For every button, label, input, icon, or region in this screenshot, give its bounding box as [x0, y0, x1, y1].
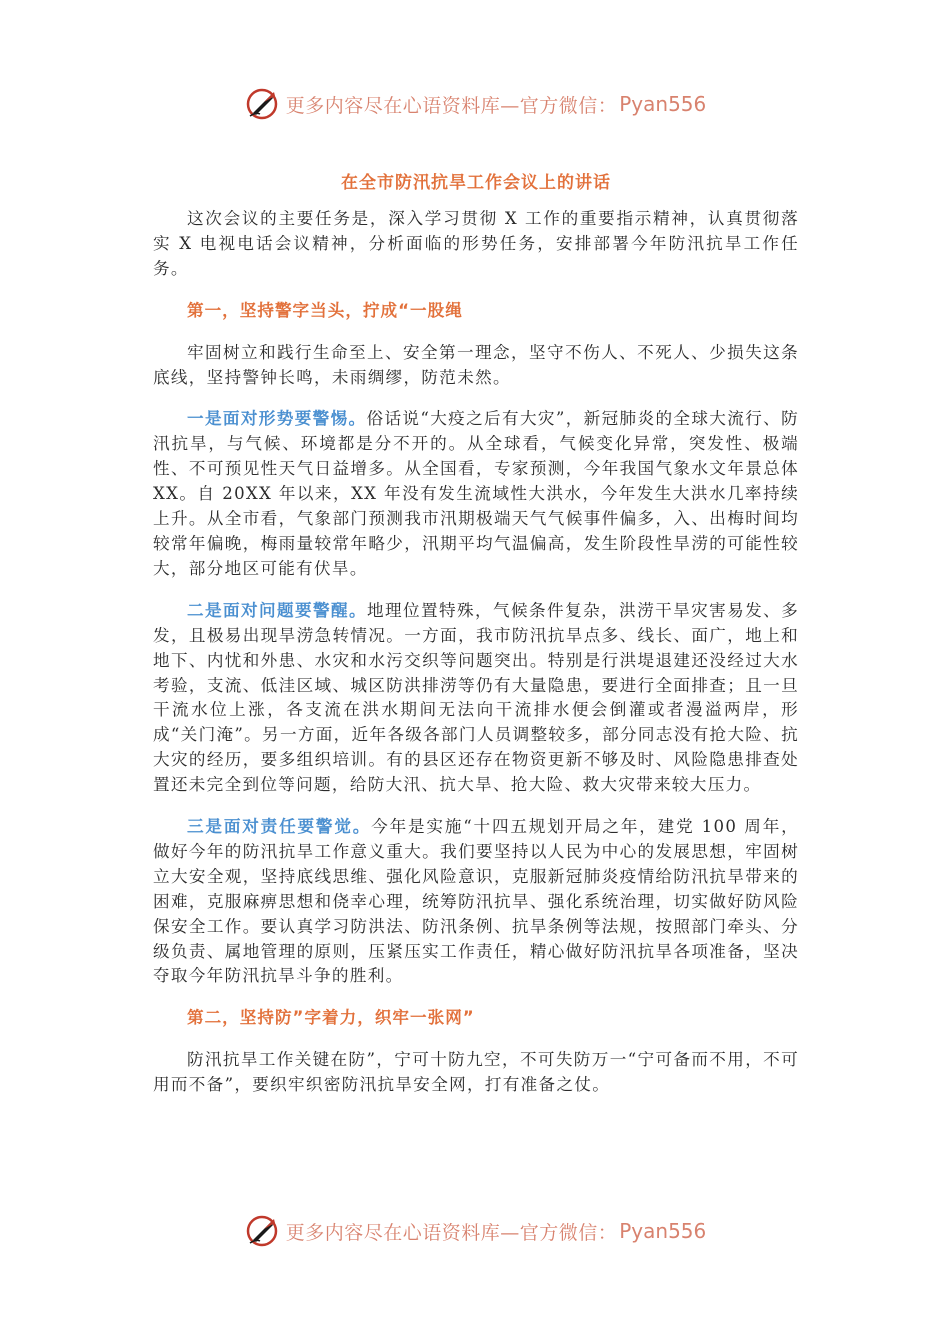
- item-2-text: 地理位置特殊，气候条件复杂，洪涝干旱灾害易发、多发，且极易出现旱涝急转情况。一方面，我市防汛抗旱点多、线长、面广，地上和地下、内忧和外患、水灾和水污交织等问题突出。特别是行洪堤退建还没经过大水考验，支流、低洼区域、城区防洪排涝等仍有大量隐患，要进行全面排查；且一旦干流水位上涨，各支流在洪水期间无法向干流排水便会倒灌或者漫溢两岸，形成“关门淹”。另一方面，近年各级各部门人员调整较多，部分同志没有抢大险、抗大灾的经历，要多组织培训。有的县区还存在物资更新不够及时、风险隐患排查处置还未完全到位等问题，给防大汛、抗大旱、抢大险、救大灾带来较大压力。: [153, 600, 799, 795]
- item-1-lead: 一是面对形势要警惕。: [187, 409, 367, 429]
- header-banner: [0, 84, 950, 124]
- item-3-text: 今年是实施“十四五规划开局之年，建党 100 周年，做好今年的防汛抗旱工作意义重大。我们要坚持以人民为中心的发展思想，牢固树立大安全观，坚持底线思维、强化风险意识，克服新冠肺炎疫情给防汛抗旱带来的困难，克服麻痹思想和侥幸心理，统筹防汛抗旱、强化系统治理，切实做好防风险保安全工作。要认真学习防洪法、防汛条例、抗旱条例等法规，按照部门牵头、分级负责、属地管理的原则，压紧压实工作责任，精心做好防汛抗旱各项准备，坚决夺取今年防汛抗旱斗争的胜利。: [153, 817, 799, 986]
- item-1-paragraph: [153, 407, 799, 581]
- section-2-paragraph: 防汛抗旱工作关键在防”，宁可十防九空，不可失防万一“宁可备而不用，不可用而不备”，要织牢织密防汛抗旱安全网，打有准备之仗。: [153, 1050, 799, 1095]
- document-body: [153, 168, 799, 1115]
- section-heading-1: 第一，坚持警字当头，拧成“一股绳: [187, 300, 463, 320]
- section-1-paragraph: 牢固树立和践行生命至上、安全第一理念，坚守不伤人、不死人、少损失这条底线，坚持警钟长鸣，未雨绸缪，防范未然。: [153, 342, 799, 387]
- quill-pen-icon: [244, 86, 280, 122]
- item-2-paragraph: [153, 599, 799, 798]
- quill-pen-icon: [244, 1213, 280, 1249]
- item-3-lead: 三是面对责任要警觉。: [187, 817, 372, 837]
- section-heading-2: 第二，坚持防”字着力，织牢一张网”: [187, 1008, 475, 1028]
- banner-wechat-id: Pyan556: [619, 92, 707, 116]
- item-2-lead: 二是面对问题要警醒。: [187, 600, 368, 620]
- item-1-text: 俗话说“大疫之后有大灾”，新冠肺炎的全球大流行、防汛抗旱，与气候、环境都是分不开的。从全球看，气候变化异常，突发性、极端性、不可预见性天气日益增多。从全国看，专家预测，今年我国气象水文年景总体 XX。自 20XX 年以来，XX 年没有发生流域性大洪水，今年发生大洪水几率持续上升。从全市看，气象部门预测我市汛期极端天气气候事件偏多，入、出梅时间均较常年偏晚，梅雨量较常年略少，汛期平均气温偏高，发生阶段性旱涝的可能性较大，部分地区可能有伏旱。: [153, 409, 800, 578]
- intro-paragraph: 这次会议的主要任务是，深入学习贯彻 X 工作的重要指示精神，认真贯彻落实 X 电视电话会议精神，分析面临的形势任务，安排部署今年防汛抗旱工作任务。: [153, 209, 799, 278]
- document-title: 在全市防汛抗旱工作会议上的讲话: [341, 173, 611, 193]
- banner-text: 更多内容尽在心语资料库—官方微信：: [285, 1221, 618, 1244]
- footer-banner: [0, 1211, 950, 1251]
- banner-wechat-id: Pyan556: [619, 1219, 707, 1243]
- item-3-paragraph: [153, 815, 799, 989]
- banner-text: 更多内容尽在心语资料库—官方微信：: [285, 94, 618, 117]
